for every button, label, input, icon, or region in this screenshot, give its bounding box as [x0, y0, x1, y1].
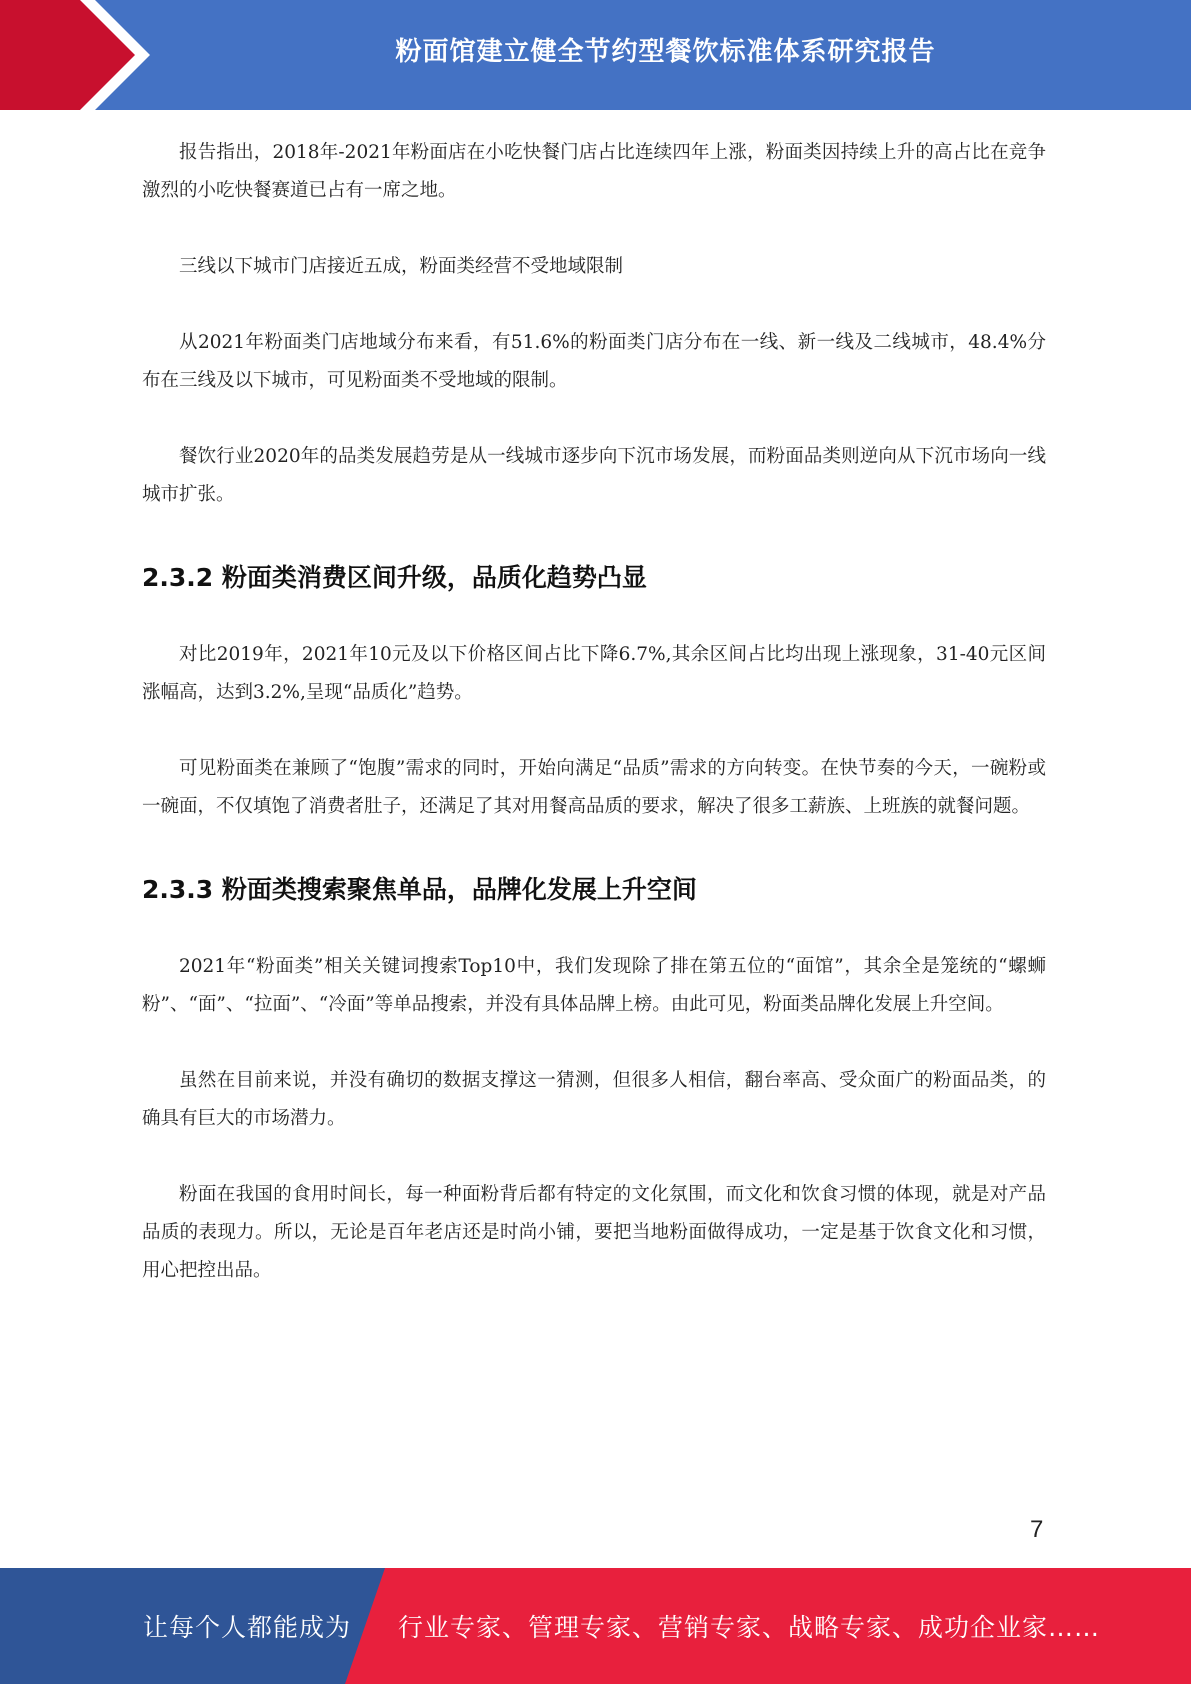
section-heading-2-3-2: 2.3.2 粉面类消费区间升级，品质化趋势凸显 — [142, 563, 647, 592]
paragraph-7: 2021年“粉面类”相关关键词搜索Top10中，我们发现除了排在第五位的“面馆”，其余全是笼统的“螺蛳粉”、“面”、“拉面”、“冷面”等单品搜索，并没有具体品牌上榜。由此可见，粉面类品牌化发展上升空间。 — [142, 956, 1046, 1015]
page-number: 7 — [1030, 1516, 1044, 1543]
page-header — [0, 0, 1191, 110]
page-content — [142, 134, 1046, 1328]
footer-slogan-right: 行业专家、管理专家、营销专家、战略专家、成功企业家…… — [398, 1613, 1101, 1642]
paragraph-2: 三线以下城市门店接近五成，粉面类经营不受地域限制 — [179, 256, 624, 277]
paragraph-5: 对比2019年，2021年10元及以下价格区间占比下降6.7%,其余区间占比均出现上涨现象，31-40元区间涨幅高，达到3.2%,呈现“品质化”趋势。 — [142, 644, 1046, 703]
paragraph-1: 报告指出，2018年-2021年粉面店在小吃快餐门店占比连续四年上涨，粉面类因持续上升的高占比在竞争激烈的小吃快餐赛道已占有一席之地。 — [142, 142, 1046, 201]
paragraph-8: 虽然在目前来说，并没有确切的数据支撑这一猜测，但很多人相信，翻台率高、受众面广的粉面品类，的确具有巨大的市场潜力。 — [142, 1070, 1046, 1129]
paragraph-4: 餐饮行业2020年的品类发展趋劳是从一线城市逐步向下沉市场发展，而粉面品类则逆向从下沉市场向一线城市扩张。 — [142, 446, 1046, 505]
page-footer — [0, 1568, 1191, 1684]
footer-slogan-left: 让每个人都能成为 — [143, 1613, 352, 1642]
paragraph-6: 可见粉面类在兼顾了“饱腹”需求的同时，开始向满足“品质”需求的方向转变。在快节奏的今天，一碗粉或一碗面，不仅填饱了消费者肚子，还满足了其对用餐高品质的要求，解决了很多工薪族、上班族的就餐问题。 — [142, 758, 1046, 817]
paragraph-9: 粉面在我国的食用时间长，每一种面粉背后都有特定的文化氛围，而文化和饮食习惯的体现，就是对产品品质的表现力。所以，无论是百年老店还是时尚小铺，要把当地粉面做得成功，一定是基于饮食文化和习惯，用心把控出品。 — [142, 1184, 1046, 1281]
section-heading-2-3-3: 2.3.3 粉面类搜索聚焦单品，品牌化发展上升空间 — [142, 875, 697, 904]
document-title: 粉面馆建立健全节约型餐饮标准体系研究报告 — [395, 36, 936, 67]
paragraph-3: 从2021年粉面类门店地域分布来看，有51.6%的粉面类门店分布在一线、新一线及二线城市，48.4%分布在三线及以下城市，可见粉面类不受地域的限制。 — [142, 332, 1046, 391]
